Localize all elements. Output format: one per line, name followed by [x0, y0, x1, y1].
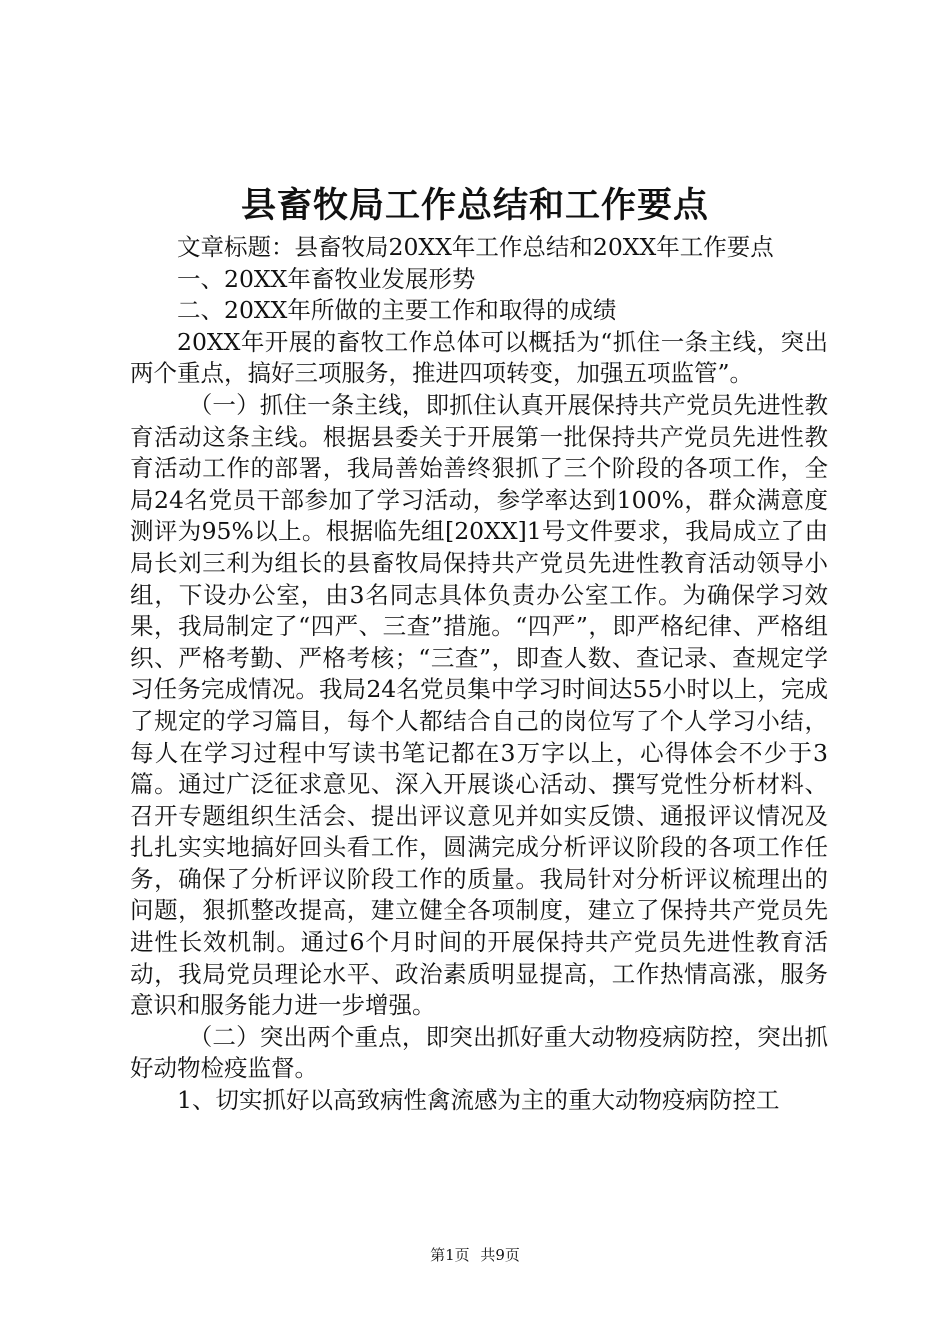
page-number: 第1页 共9页	[430, 1246, 520, 1264]
paragraph-main-line: （一）抓住一条主线，即抓住认真开展保持共产党员先进性教育活动这条主线。根据县委关于开展第一批保持共产党员先进性教育活动工作的部署，我局善始善终狠抓了三个阶段的各项工作，全局24名党员干部参加了学习活动，参学率达到100%，群众满意度测评为95%以上。根据临先组[20XX]1号文件要求，我局成立了由局长刘三利为组长的县畜牧局保持共产党员先进性教育活动领导小组，下设办公室，由3名同志具体负责办公室工作。为确保学习效果，我局制定了“四严、三查”措施。“四严”，即严格纪律、严格组织、严格考勤、严格考核；“三查”，即查人数、查记录、查规定学习任务完成情况。我局24名党员集中学习时间达55小时以上，完成了规定的学习篇目，每个人都结合自己的岗位写了个人学习小结，每人在学习过程中写读书笔记都在3万字以上，心得体会不少于3篇。通过广泛征求意见、深入开展谈心活动、撰写党性分析材料、召开专题组织生活会、提出评议意见并如实反馈、通报评议情况及扎扎实实地搞好回头看工作，圆满完成分析评议阶段的各项工作任务，确保了分析评议阶段工作的质量。我局针对分析评议梳理出的问题，狠抓整改提高，建立健全各项制度，建立了保持共产党员先进性长效机制。通过6个月时间的开展保持共产党员先进性教育活动，我局党员理论水平、政治素质明显提高，工作热情高涨，服务意识和服务能力进一步增强。	[130, 390, 828, 1020]
summary-paragraph: 20XX年开展的畜牧工作总体可以概括为“抓住一条主线，突出两个重点，搞好三项服务，推进四项转变，加强五项监管”。	[130, 327, 828, 388]
document-body	[130, 232, 828, 1117]
document-title: 县畜牧局工作总结和工作要点	[240, 186, 709, 226]
section-heading-2: 二、20XX年所做的主要工作和取得的成绩	[177, 296, 617, 325]
paragraph-two-focus: （二）突出两个重点，即突出抓好重大动物疫病防控，突出抓好动物检疫监督。	[130, 1022, 828, 1083]
section-heading-1: 一、20XX年畜牧业发展形势	[177, 264, 476, 293]
paragraph-item-1: 1、切实抓好以高致病性禽流感为主的重大动物疫病防控工	[177, 1086, 780, 1115]
article-title-line: 文章标题：县畜牧局20XX年工作总结和20XX年工作要点	[177, 233, 774, 261]
